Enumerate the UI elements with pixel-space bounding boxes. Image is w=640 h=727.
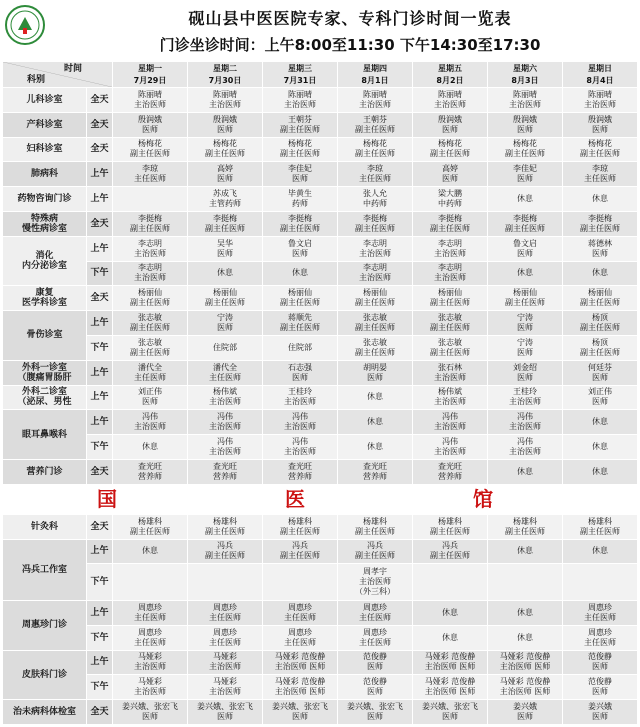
schedule-cell: 姜兴娥、张宏飞 医师	[188, 700, 263, 725]
day-name: 星期一	[138, 63, 162, 73]
schedule-cell: 张志敏 副主任医师	[338, 311, 413, 336]
schedule-cell: 休息	[488, 539, 563, 564]
schedule-cell: 高婷 医师	[413, 162, 488, 187]
schedule-cell: 杨雄科 副主任医师	[413, 514, 488, 539]
schedule-cell	[113, 564, 188, 601]
schedule-cell: 住院部	[188, 335, 263, 360]
schedule-cell: 范俊静 医师	[563, 650, 638, 675]
dept-name: 产科诊室	[3, 112, 87, 137]
schedule-cell: 宁涛 医师	[488, 335, 563, 360]
session-label: 全天	[87, 286, 113, 311]
session-label: 下午	[87, 261, 113, 286]
schedule-cell: 范俊静 医师	[563, 675, 638, 700]
schedule-cell: 杨伟斌 主治医师	[413, 385, 488, 410]
schedule-cell: 杨伟斌 主治医师	[188, 385, 263, 410]
schedule-cell: 毕黄生 药师	[263, 187, 338, 212]
table-row	[3, 539, 638, 564]
schedule-cell: 殷润娥 医师	[113, 112, 188, 137]
schedule-cell: 李志明 主治医师	[113, 261, 188, 286]
schedule-cell: 冯伟 主治医师	[413, 435, 488, 460]
schedule-cell: 杨梅花 副主任医师	[563, 137, 638, 162]
schedule-cell: 杨梅花 副主任医师	[488, 137, 563, 162]
session-label: 全天	[87, 88, 113, 113]
schedule-cell: 杨丽仙 副主任医师	[488, 286, 563, 311]
day-name: 星期四	[363, 63, 387, 73]
corner-dept-label: 科别	[27, 75, 46, 85]
schedule-cell: 杨雄科 副主任医师	[563, 514, 638, 539]
corner-time-label: 时间	[63, 64, 82, 74]
schedule-cell: 休息	[563, 410, 638, 435]
schedule-cell: 李志明 主治医师	[338, 236, 413, 261]
table-row	[3, 650, 638, 675]
schedule-cell: 马娅彩 主治医师	[188, 650, 263, 675]
schedule-cell: 宁涛 医师	[488, 311, 563, 336]
schedule-cell: 冯兵 副主任医师	[413, 539, 488, 564]
day-name: 星期六	[513, 63, 537, 73]
schedule-cell: 冯伟 主治医师	[488, 410, 563, 435]
page-title: 砚山县中医医院专家、专科门诊时间一览表	[188, 9, 512, 28]
schedule-cell: 石志强 医师	[263, 360, 338, 385]
session-label: 上午	[87, 187, 113, 212]
day-date: 8月3日	[511, 75, 539, 85]
schedule-cell: 殷润娥 医师	[413, 112, 488, 137]
schedule-cell: 杨梅花 副主任医师	[263, 137, 338, 162]
dept-name: 妇科诊室	[3, 137, 87, 162]
table-row	[3, 88, 638, 113]
dept-name: 周惠珍门诊	[3, 600, 87, 650]
session-label: 下午	[87, 435, 113, 460]
schedule-cell: 冯兵 副主任医师	[188, 539, 263, 564]
hall-row	[3, 484, 638, 514]
schedule-cell: 胡明晏 医师	[338, 360, 413, 385]
day-header	[413, 62, 488, 88]
session-label: 全天	[87, 700, 113, 725]
session-label: 下午	[87, 335, 113, 360]
schedule-cell: 周惠珍 主任医师	[188, 600, 263, 625]
schedule-cell: 王桂玲 主治医师	[488, 385, 563, 410]
hall-char: 医	[285, 487, 305, 512]
schedule-cell: 休息	[488, 261, 563, 286]
schedule-cell: 姜兴娥 医师	[488, 700, 563, 725]
schedule-cell: 周惠珍 主任医师	[563, 625, 638, 650]
schedule-cell: 马娅彩 范俊静 主治医师 医师	[488, 675, 563, 700]
schedule-cell: 范俊静 医师	[338, 650, 413, 675]
table-row	[3, 435, 638, 460]
schedule-cell: 何廷芬 医师	[563, 360, 638, 385]
schedule-cell: 姜兴娥、张宏飞 医师	[338, 700, 413, 725]
schedule-cell: 查光旺 营养师	[113, 459, 188, 484]
schedule-cell: 休息	[113, 539, 188, 564]
session-label: 上午	[87, 650, 113, 675]
table-row	[3, 675, 638, 700]
schedule-cell: 冯兵 副主任医师	[338, 539, 413, 564]
schedule-cell: 李挺梅 副主任医师	[113, 211, 188, 236]
schedule-cell: 陈丽晴 主治医师	[563, 88, 638, 113]
schedule-cell: 殷润娥 医师	[488, 112, 563, 137]
session-label: 全天	[87, 211, 113, 236]
table-row	[3, 600, 638, 625]
schedule-cell: 休息	[563, 435, 638, 460]
hall-char: 馆	[473, 487, 493, 512]
schedule-cell: 查光旺 营养师	[263, 459, 338, 484]
table-row	[3, 625, 638, 650]
schedule-cell: 张志敏 副主任医师	[113, 311, 188, 336]
schedule-cell: 休息	[488, 625, 563, 650]
session-label: 上午	[87, 410, 113, 435]
day-header	[488, 62, 563, 88]
schedule-cell: 休息	[338, 410, 413, 435]
schedule-cell: 马娅彩 范俊静 主治医师 医师	[263, 650, 338, 675]
schedule-cell: 李佳妃 医师	[488, 162, 563, 187]
table-row	[3, 137, 638, 162]
schedule-cell: 休息	[113, 435, 188, 460]
schedule-cell: 查光旺 营养师	[188, 459, 263, 484]
dept-name: 儿科诊室	[3, 88, 87, 113]
schedule-cell	[488, 564, 563, 601]
guoyiguan-banner	[3, 484, 638, 514]
schedule-cell: 休息	[563, 187, 638, 212]
dept-name: 皮肤科门诊	[3, 650, 87, 700]
session-label: 下午	[87, 625, 113, 650]
day-header	[113, 62, 188, 88]
schedule-cell: 李挺梅 副主任医师	[563, 211, 638, 236]
schedule-cell: 杨丽仙 副主任医师	[563, 286, 638, 311]
day-header	[188, 62, 263, 88]
schedule-cell: 周惠珍 主任医师	[113, 625, 188, 650]
dept-name: 肺病科	[3, 162, 87, 187]
schedule-cell: 刘正伟 医师	[563, 385, 638, 410]
schedule-cell: 杨梅花 副主任医师	[188, 137, 263, 162]
dept-name: 针灸科	[3, 514, 87, 539]
schedule-cell: 休息	[263, 261, 338, 286]
schedule-cell: 休息	[563, 261, 638, 286]
schedule-cell: 宁涛 医师	[188, 311, 263, 336]
schedule-cell: 范俊静 医师	[338, 675, 413, 700]
table-row	[3, 211, 638, 236]
schedule-cell: 杨雄科 副主任医师	[263, 514, 338, 539]
schedule-cell: 李挺梅 副主任医师	[488, 211, 563, 236]
schedule-cell: 殷润娥 医师	[563, 112, 638, 137]
schedule-cell: 马娅彩 范俊静 主治医师 医师	[413, 650, 488, 675]
schedule-cell: 周惠珍 主任医师	[188, 625, 263, 650]
dept-name: 外科一诊室 （腹痛胃肠肝	[3, 360, 87, 385]
schedule-cell: 刘正伟 医师	[113, 385, 188, 410]
schedule-cell: 李佳妃 医师	[263, 162, 338, 187]
schedule-cell: 休息	[338, 385, 413, 410]
session-label: 下午	[87, 675, 113, 700]
schedule-cell: 杨雄科 副主任医师	[488, 514, 563, 539]
schedule-cell: 休息	[488, 187, 563, 212]
clinic-hours: 门诊坐诊时间：上午8:00至11:30 下午14:30至17:30	[159, 36, 541, 54]
table-row	[3, 112, 638, 137]
schedule-cell: 陈丽晴 主治医师	[188, 88, 263, 113]
schedule-cell: 鲁文启 医师	[488, 236, 563, 261]
schedule-cell: 杨丽仙 副主任医师	[113, 286, 188, 311]
dept-name: 营养门诊	[3, 459, 87, 484]
schedule-cell: 周孝宇 主治医师 （外三科）	[338, 564, 413, 601]
schedule-cell: 杨丽仙 副主任医师	[188, 286, 263, 311]
hall-char: 国	[97, 487, 117, 512]
schedule-cell: 周惠珍 主任医师	[113, 600, 188, 625]
session-label: 上午	[87, 385, 113, 410]
schedule-cell: 周惠珍 主任医师	[338, 600, 413, 625]
schedule-cell: 杨雄科 副主任医师	[338, 514, 413, 539]
schedule-cell: 姜兴娥、张宏飞 医师	[413, 700, 488, 725]
day-header	[263, 62, 338, 88]
schedule-cell: 李琼 主任医师	[338, 162, 413, 187]
schedule-cell: 杨丽仙 副主任医师	[338, 286, 413, 311]
schedule-cell	[188, 564, 263, 601]
session-label: 上午	[87, 600, 113, 625]
schedule-cell: 冯伟 主治医师	[413, 410, 488, 435]
table-row	[3, 162, 638, 187]
day-name: 星期三	[288, 63, 312, 73]
schedule-cell: 周惠珍 主任医师	[263, 625, 338, 650]
schedule-cell: 陈丽晴 主治医师	[413, 88, 488, 113]
schedule-cell: 陈丽晴 主治医师	[113, 88, 188, 113]
schedule-cell: 张石林 主治医师	[413, 360, 488, 385]
schedule-cell: 休息	[413, 600, 488, 625]
dept-name: 消化 内分泌诊室	[3, 236, 87, 286]
schedule-cell: 杨丽仙 副主任医师	[413, 286, 488, 311]
dept-name: 骨伤诊室	[3, 311, 87, 361]
table-row	[3, 700, 638, 725]
schedule-cell: 马娅彩 范俊静 主治医师 医师	[488, 650, 563, 675]
dept-name: 外科二诊室 （泌尿、男性	[3, 385, 87, 410]
session-label: 上午	[87, 236, 113, 261]
schedule-cell: 杨顶 副主任医师	[563, 311, 638, 336]
schedule-cell: 马娅彩 主治医师	[113, 675, 188, 700]
schedule-cell: 冯伟 主治医师	[263, 435, 338, 460]
session-label: 全天	[87, 514, 113, 539]
schedule-cell: 苏成飞 主管药师	[188, 187, 263, 212]
day-date: 8月2日	[436, 75, 464, 85]
schedule-cell: 住院部	[263, 335, 338, 360]
schedule-cell: 鲁文启 医师	[263, 236, 338, 261]
schedule-cell: 姜兴娥、张宏飞 医师	[113, 700, 188, 725]
schedule-cell: 冯伟 主治医师	[488, 435, 563, 460]
schedule-cell: 张志敏 副主任医师	[338, 335, 413, 360]
schedule-cell: 张志敏 副主任医师	[413, 311, 488, 336]
session-label: 全天	[87, 459, 113, 484]
schedule-cell: 陈丽晴 主治医师	[488, 88, 563, 113]
table-row	[3, 236, 638, 261]
schedule-cell	[263, 564, 338, 601]
day-date: 8月4日	[586, 75, 614, 85]
schedule-cell: 休息	[563, 539, 638, 564]
table-row	[3, 385, 638, 410]
schedule-cell: 马娅彩 范俊静 主治医师 医师	[413, 675, 488, 700]
schedule-cell: 姜兴娥、张宏飞 医师	[263, 700, 338, 725]
session-label: 上午	[87, 360, 113, 385]
schedule-cell: 陈丽晴 主治医师	[263, 88, 338, 113]
schedule-cell: 杨丽仙 副主任医师	[263, 286, 338, 311]
session-label: 上午	[87, 162, 113, 187]
schedule-cell: 休息	[188, 261, 263, 286]
schedule-cell: 杨顶 副主任医师	[563, 335, 638, 360]
hall-title	[3, 487, 637, 512]
schedule-cell: 周惠珍 主任医师	[563, 600, 638, 625]
day-header	[338, 62, 413, 88]
schedule-cell: 王桂玲 主治医师	[263, 385, 338, 410]
schedule-cell: 李志明 主治医师	[413, 236, 488, 261]
schedule-cell	[563, 564, 638, 601]
schedule-cell: 李挺梅 副主任医师	[338, 211, 413, 236]
schedule-cell: 杨梅花 副主任医师	[338, 137, 413, 162]
schedule-cell: 冯伟 主治医师	[188, 410, 263, 435]
schedule-cell: 冯伟 主治医师	[188, 435, 263, 460]
schedule-cell: 冯兵 副主任医师	[263, 539, 338, 564]
schedule-cell: 查光旺 营养师	[413, 459, 488, 484]
schedule-cell: 蒋顺先 副主任医师	[263, 311, 338, 336]
schedule-cell: 殷润娥 医师	[188, 112, 263, 137]
table-row	[3, 459, 638, 484]
schedule-cell: 潘代全 主任医师	[113, 360, 188, 385]
dept-name: 治未病科体检室	[3, 700, 87, 725]
session-label: 下午	[87, 564, 113, 601]
schedule-cell	[413, 564, 488, 601]
schedule-cell: 杨梅花 副主任医师	[113, 137, 188, 162]
schedule-cell	[113, 187, 188, 212]
schedule-cell: 李志明 主治医师	[338, 261, 413, 286]
schedule-cell: 休息	[563, 459, 638, 484]
schedule-cell: 马娅彩 主治医师	[113, 650, 188, 675]
schedule-cell: 杨雄科 副主任医师	[188, 514, 263, 539]
table-row	[3, 187, 638, 212]
schedule-cell: 李琼 主任医师	[563, 162, 638, 187]
table-row	[3, 261, 638, 286]
dept-name: 眼耳鼻喉科	[3, 410, 87, 460]
schedule-cell: 张志敏 副主任医师	[413, 335, 488, 360]
schedule-cell: 潘代全 主任医师	[188, 360, 263, 385]
schedule-cell: 冯伟 主治医师	[263, 410, 338, 435]
table-row	[3, 286, 638, 311]
schedule-cell: 吴华 医师	[188, 236, 263, 261]
day-date: 7月29日	[133, 75, 167, 85]
schedule-cell: 陈丽晴 主治医师	[338, 88, 413, 113]
schedule-cell: 李琼 主任医师	[113, 162, 188, 187]
dept-name: 冯兵工作室	[3, 539, 87, 600]
table-row	[3, 335, 638, 360]
schedule-cell: 马娅彩 主治医师	[188, 675, 263, 700]
table-row	[3, 311, 638, 336]
dept-name: 特殊病 慢性病诊室	[3, 211, 87, 236]
day-header	[563, 62, 638, 88]
corner-cell	[3, 62, 113, 88]
schedule-cell: 姜兴娥 医师	[563, 700, 638, 725]
schedule-cell: 休息	[488, 600, 563, 625]
day-date: 8月1日	[361, 75, 389, 85]
hospital-logo	[4, 4, 46, 46]
schedule-cell: 休息	[338, 435, 413, 460]
day-date: 7月30日	[208, 75, 242, 85]
session-label: 上午	[87, 539, 113, 564]
schedule-cell: 李志明 主治医师	[113, 236, 188, 261]
dept-name: 康复 医学科诊室	[3, 286, 87, 311]
session-label: 全天	[87, 112, 113, 137]
session-label: 全天	[87, 137, 113, 162]
schedule-cell: 休息	[413, 625, 488, 650]
schedule-cell: 张志敏 副主任医师	[113, 335, 188, 360]
schedule-cell: 高婷 医师	[188, 162, 263, 187]
dept-name: 药物咨询门诊	[3, 187, 87, 212]
day-name: 星期五	[438, 63, 462, 73]
schedule-cell: 刘金绍 医师	[488, 360, 563, 385]
schedule-cell: 马娅彩 范俊静 主治医师 医师	[263, 675, 338, 700]
day-date: 7月31日	[283, 75, 317, 85]
table-row	[3, 410, 638, 435]
schedule-cell: 杨梅花 副主任医师	[413, 137, 488, 162]
schedule-cell: 李挺梅 副主任医师	[263, 211, 338, 236]
session-label: 上午	[87, 311, 113, 336]
schedule-cell: 周惠珍 主任医师	[338, 625, 413, 650]
schedule-cell: 冯伟 主治医师	[113, 410, 188, 435]
table-row	[3, 514, 638, 539]
schedule-cell: 梁大鹏 中药师	[413, 187, 488, 212]
day-name: 星期二	[213, 63, 237, 73]
schedule-cell: 杨雄科 副主任医师	[113, 514, 188, 539]
schedule-cell: 王朝芬 副主任医师	[338, 112, 413, 137]
schedule-cell: 周惠珍 主任医师	[263, 600, 338, 625]
schedule-cell: 查光旺 营养师	[338, 459, 413, 484]
schedule-cell: 王朝芬 副主任医师	[263, 112, 338, 137]
schedule-cell: 休息	[488, 459, 563, 484]
schedule-cell: 李志明 主治医师	[413, 261, 488, 286]
table-row	[3, 564, 638, 601]
schedule-cell: 蒋德林 医师	[563, 236, 638, 261]
schedule-table	[2, 61, 638, 725]
schedule-cell: 张人允 中药师	[338, 187, 413, 212]
schedule-cell: 李挺梅 副主任医师	[413, 211, 488, 236]
day-name: 星期日	[588, 63, 612, 73]
schedule-cell: 李挺梅 副主任医师	[188, 211, 263, 236]
table-row	[3, 360, 638, 385]
header-row	[3, 62, 638, 88]
